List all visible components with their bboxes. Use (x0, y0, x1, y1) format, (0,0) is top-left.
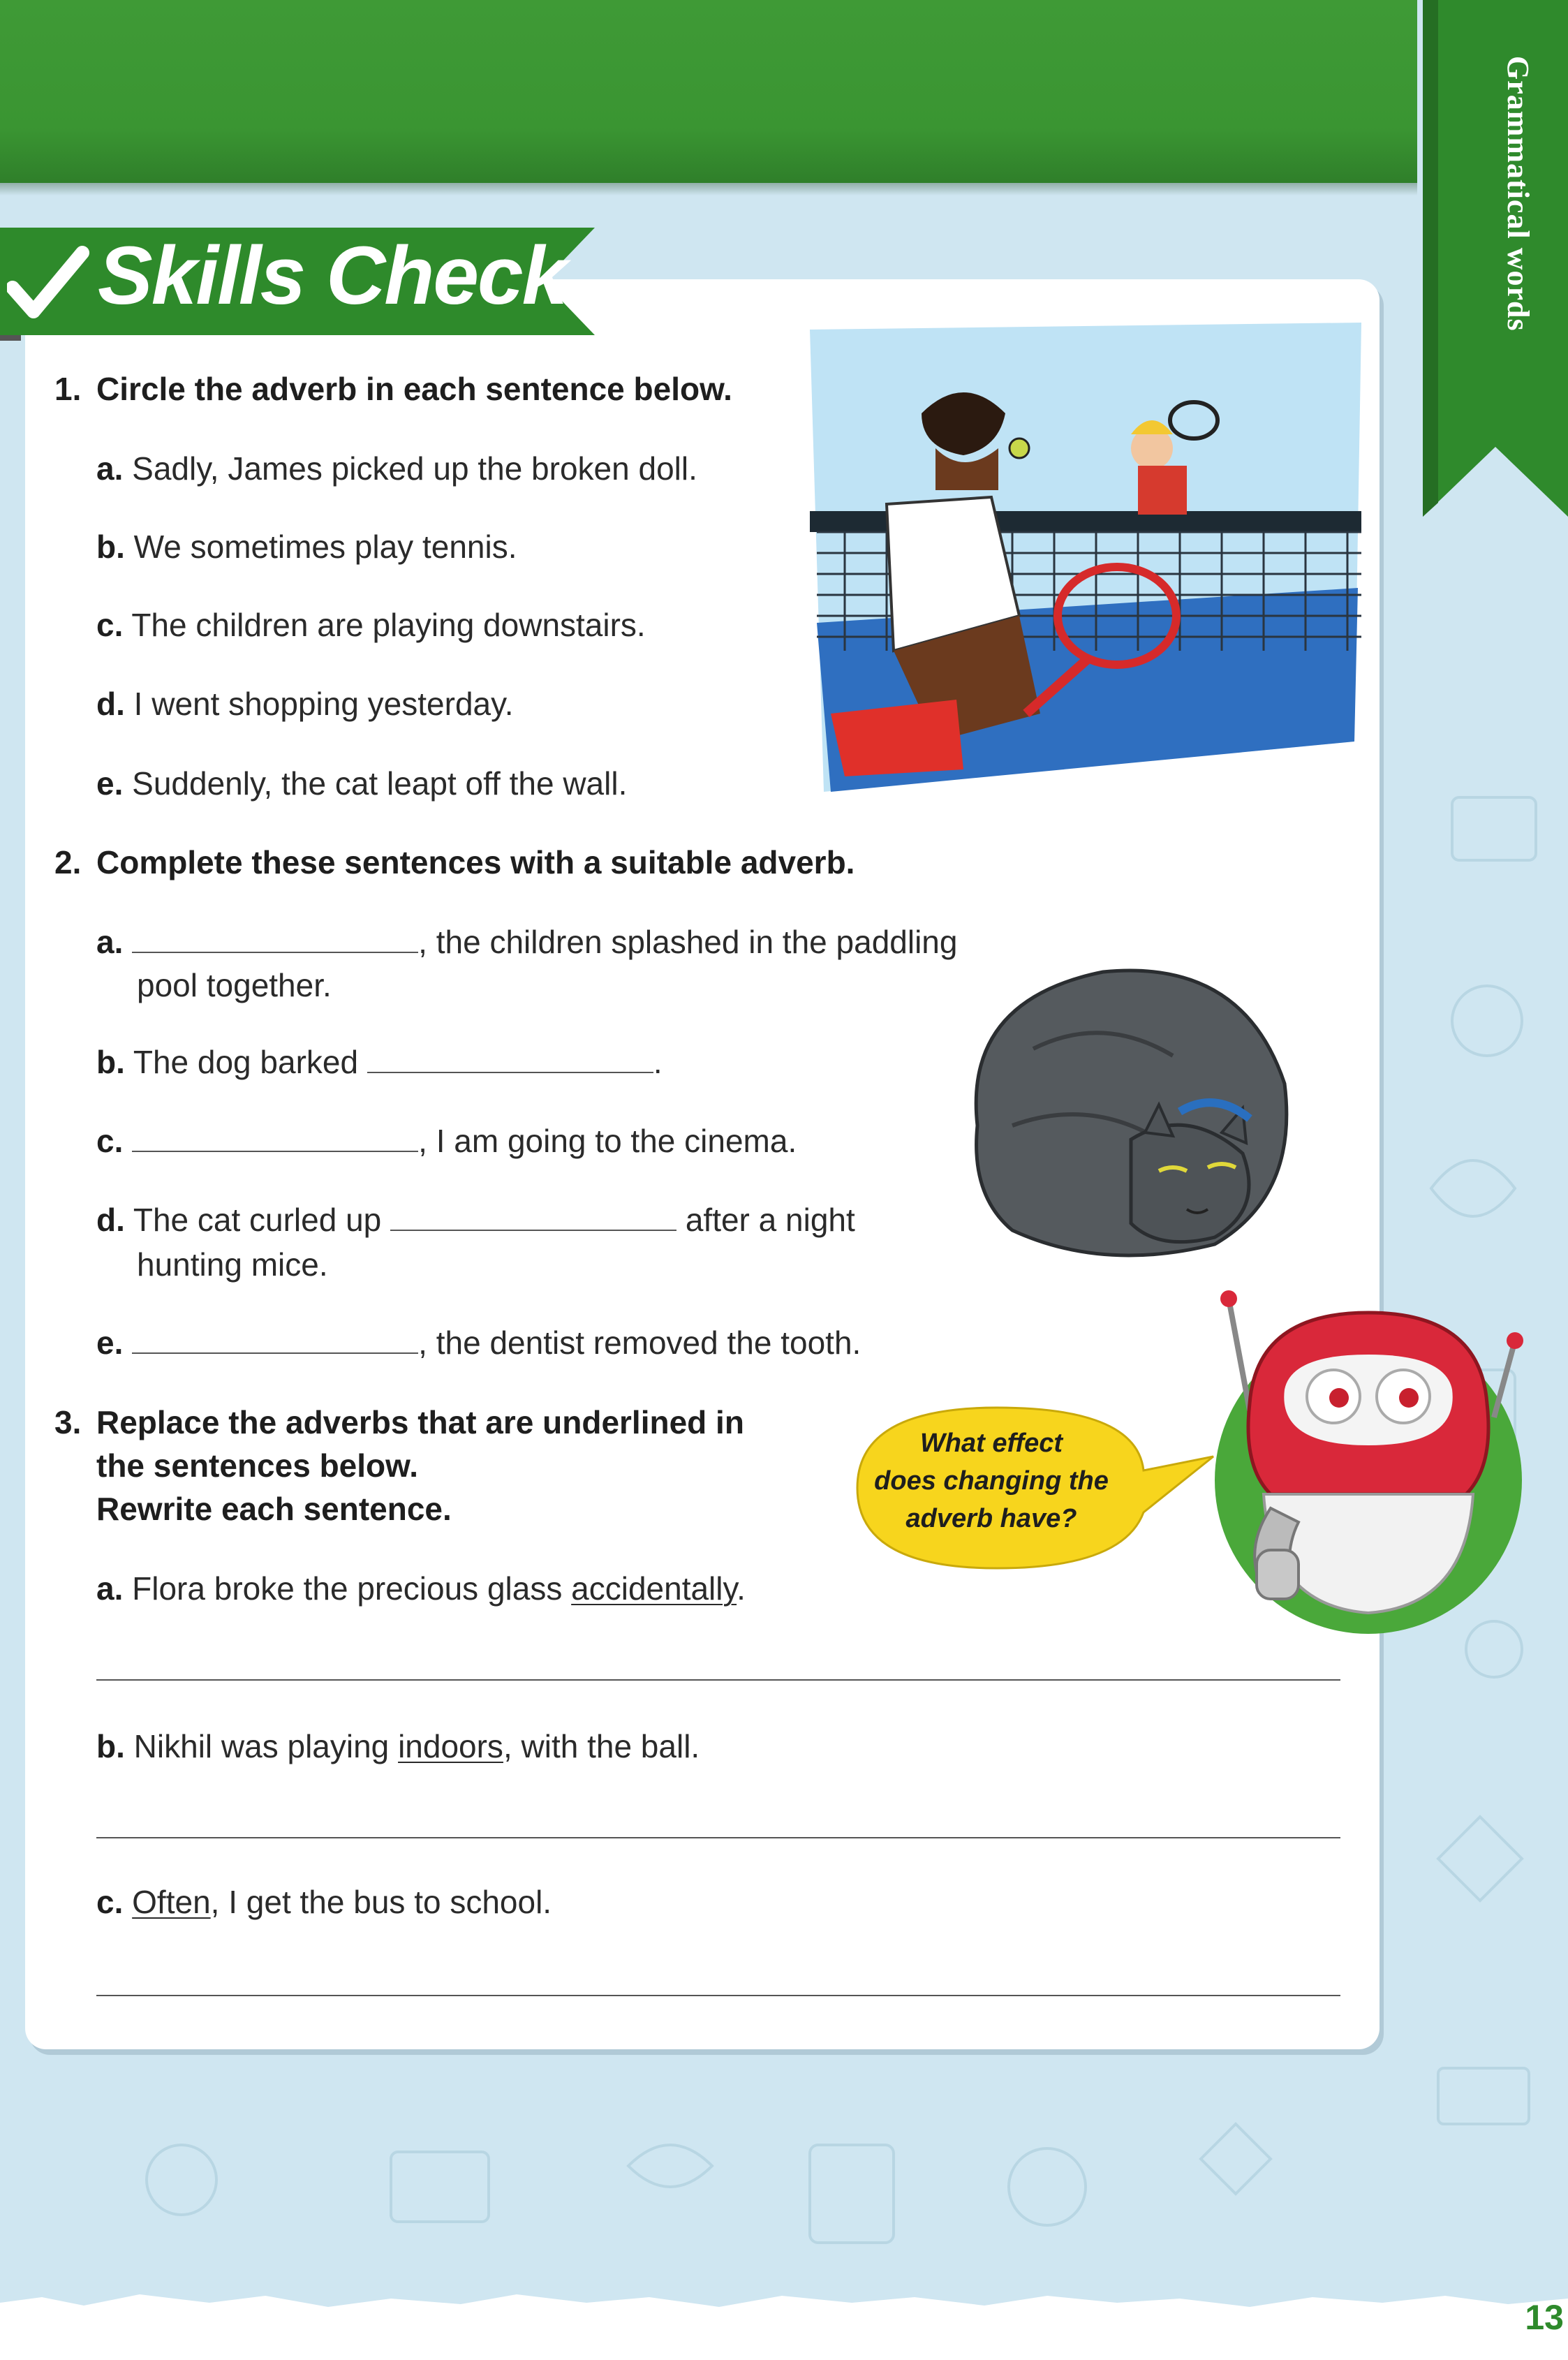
item-text: after a night (685, 1202, 855, 1238)
q2-item-b (96, 1040, 663, 1084)
item-text[interactable]: We sometimes play tennis. (133, 529, 517, 565)
q1-number: 1. (54, 371, 82, 407)
item-letter: d. (96, 1202, 125, 1238)
q3-heading-line-2: the sentences below. (96, 1447, 418, 1484)
bubble-line: adverb have? (905, 1504, 1077, 1533)
item-text[interactable]: I went shopping yesterday. (133, 686, 514, 722)
answer-blank[interactable] (132, 922, 418, 953)
item-text: , I am going to the cinema. (418, 1123, 797, 1159)
q1-item-e (96, 762, 627, 805)
tennis-illustration (789, 323, 1368, 792)
q1-heading: Circle the adverb in each sentence below. (96, 371, 732, 407)
item-letter: a. (96, 924, 124, 960)
answer-line[interactable] (96, 1995, 1340, 1996)
q1-item-a (96, 447, 697, 490)
q2-item-c (96, 1119, 797, 1163)
item-letter: b. (96, 1044, 125, 1080)
underlined-adverb: Often (132, 1884, 211, 1920)
q2-item-d (96, 1198, 855, 1241)
answer-blank[interactable] (132, 1121, 418, 1152)
item-letter: c. (96, 1884, 124, 1920)
item-text: , with the ball. (503, 1728, 700, 1764)
item-letter: e. (96, 1325, 124, 1361)
q1-item-b (96, 525, 517, 568)
answer-line[interactable] (96, 1679, 1340, 1681)
item-text: Nikhil was playing (133, 1728, 399, 1764)
item-letter: a. (96, 1570, 124, 1607)
q2-number: 2. (54, 844, 82, 880)
q3-number: 3. (54, 1404, 82, 1440)
q1-item-c (96, 603, 646, 647)
checkmark-icon (7, 243, 91, 325)
item-letter: c. (96, 1123, 124, 1159)
section-tab-label: Grammatical words (1501, 56, 1535, 332)
answer-blank[interactable] (390, 1200, 676, 1231)
item-text[interactable]: Sadly, James picked up the broken doll. (132, 450, 697, 487)
torn-page-edge (0, 2282, 1568, 2360)
q3-item-c (96, 1880, 552, 1924)
sleeping-cat-illustration (949, 944, 1299, 1272)
q2-heading: Complete these sentences with a suitable adverb. (96, 844, 855, 880)
speech-bubble-text (859, 1424, 1124, 1543)
answer-blank[interactable] (132, 1323, 418, 1354)
robot-mascot (1187, 1285, 1536, 1648)
answer-line[interactable] (96, 1837, 1340, 1838)
item-letter: c. (96, 607, 124, 643)
q3-item-a (96, 1567, 746, 1610)
underlined-adverb: indoors (398, 1728, 503, 1764)
item-text: Flora broke the precious glass (132, 1570, 572, 1607)
item-letter: a. (96, 450, 124, 487)
item-letter: d. (96, 686, 125, 722)
q3-item-b (96, 1725, 700, 1768)
header-band-shadow (0, 183, 1417, 196)
item-text: , I get the bus to school. (210, 1884, 552, 1920)
item-text[interactable]: The children are playing downstairs. (131, 607, 646, 643)
answer-blank[interactable] (367, 1042, 653, 1073)
item-text[interactable]: Suddenly, the cat leapt off the wall. (132, 765, 628, 802)
q2-item-a-line2: pool together. (137, 967, 332, 1003)
item-letter: b. (96, 1728, 125, 1764)
bubble-line: What effect (919, 1429, 1063, 1458)
q2-item-e (96, 1321, 861, 1364)
item-text: , the dentist removed the tooth. (418, 1325, 861, 1361)
item-text: The dog barked (133, 1044, 359, 1080)
q2-item-a (96, 920, 1004, 964)
item-text: , the children splashed in the paddling (418, 924, 958, 960)
item-text: . (653, 1044, 663, 1080)
bubble-line: does changing the (874, 1466, 1109, 1496)
q1-item-d (96, 682, 513, 725)
item-text: . (737, 1570, 746, 1607)
header-band (0, 0, 1417, 183)
item-text: The cat curled up (133, 1202, 382, 1238)
q3-heading-line-3: Rewrite each sentence. (96, 1491, 452, 1527)
item-letter: e. (96, 765, 124, 802)
item-letter: b. (96, 529, 125, 565)
page-number: 13 (1525, 2298, 1564, 2337)
underlined-adverb: accidentally (571, 1570, 737, 1607)
q2-item-d-line2: hunting mice. (137, 1246, 328, 1283)
q3-heading-line-1: Replace the adverbs that are underlined in (96, 1404, 744, 1440)
banner-title: Skills Check (98, 230, 567, 322)
